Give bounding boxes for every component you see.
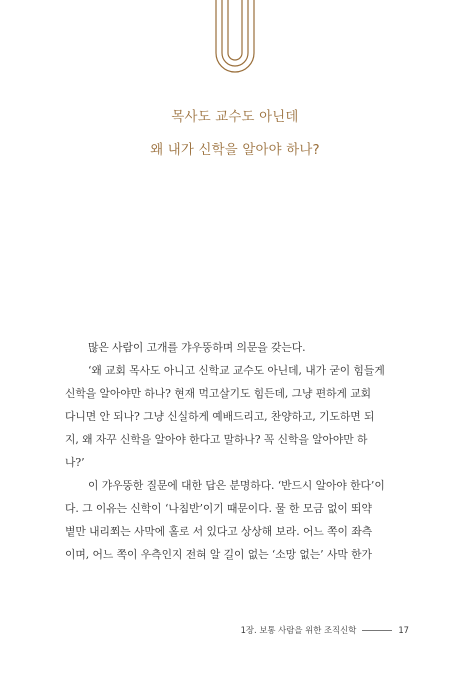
footer-divider — [362, 630, 392, 631]
body-line: 볕만 내리쬐는 사막에 홀로 서 있다고 상상해 보라. 어느 쪽이 좌측 — [65, 525, 373, 538]
body-line: 신학을 알아야만 하나? 현재 먹고살기도 힘든데, 그냥 편하게 교회 — [65, 387, 372, 400]
body-line: 다. 그 이유는 신학이 ‘나침반’이기 때문이다. 물 한 모금 없이 뙤약 — [65, 502, 372, 515]
page-number: 17 — [398, 625, 409, 635]
chapter-title — [0, 101, 470, 167]
body-line: ‘왜 교회 목사도 아니고 신학교 교수도 아닌데, 내가 굳이 힘들게 — [88, 364, 385, 377]
body-line: 지, 왜 자꾸 신학을 알아야 한다고 말하나? 꼭 신학을 알아야만 하 — [65, 433, 368, 446]
arch-ornament-icon — [0, 0, 470, 78]
chapter-title-line-1: 목사도 교수도 아닌데 — [171, 110, 299, 125]
page-footer — [241, 624, 409, 636]
body-text — [65, 336, 405, 566]
body-line: 다니면 안 되나? 그냥 신실하게 예배드리고, 찬양하고, 기도하면 되 — [65, 410, 375, 423]
chapter-title-line-2: 왜 내가 신학을 알아야 하나? — [150, 143, 320, 158]
body-line: 이 갸우뚱한 질문에 대한 답은 분명하다. ‘반드시 알아야 한다’이 — [88, 479, 385, 492]
body-line: 이며, 어느 쪽이 우측인지 전혀 알 길이 없는 ‘소망 없는’ 사막 한가 — [65, 548, 372, 561]
body-line: 많은 사람이 고개를 갸우뚱하며 의문을 갖는다. — [88, 341, 306, 354]
footer-chapter-label: 1장. 보통 사람을 위한 조직신학 — [240, 625, 357, 635]
body-line: 나?’ — [65, 456, 85, 469]
